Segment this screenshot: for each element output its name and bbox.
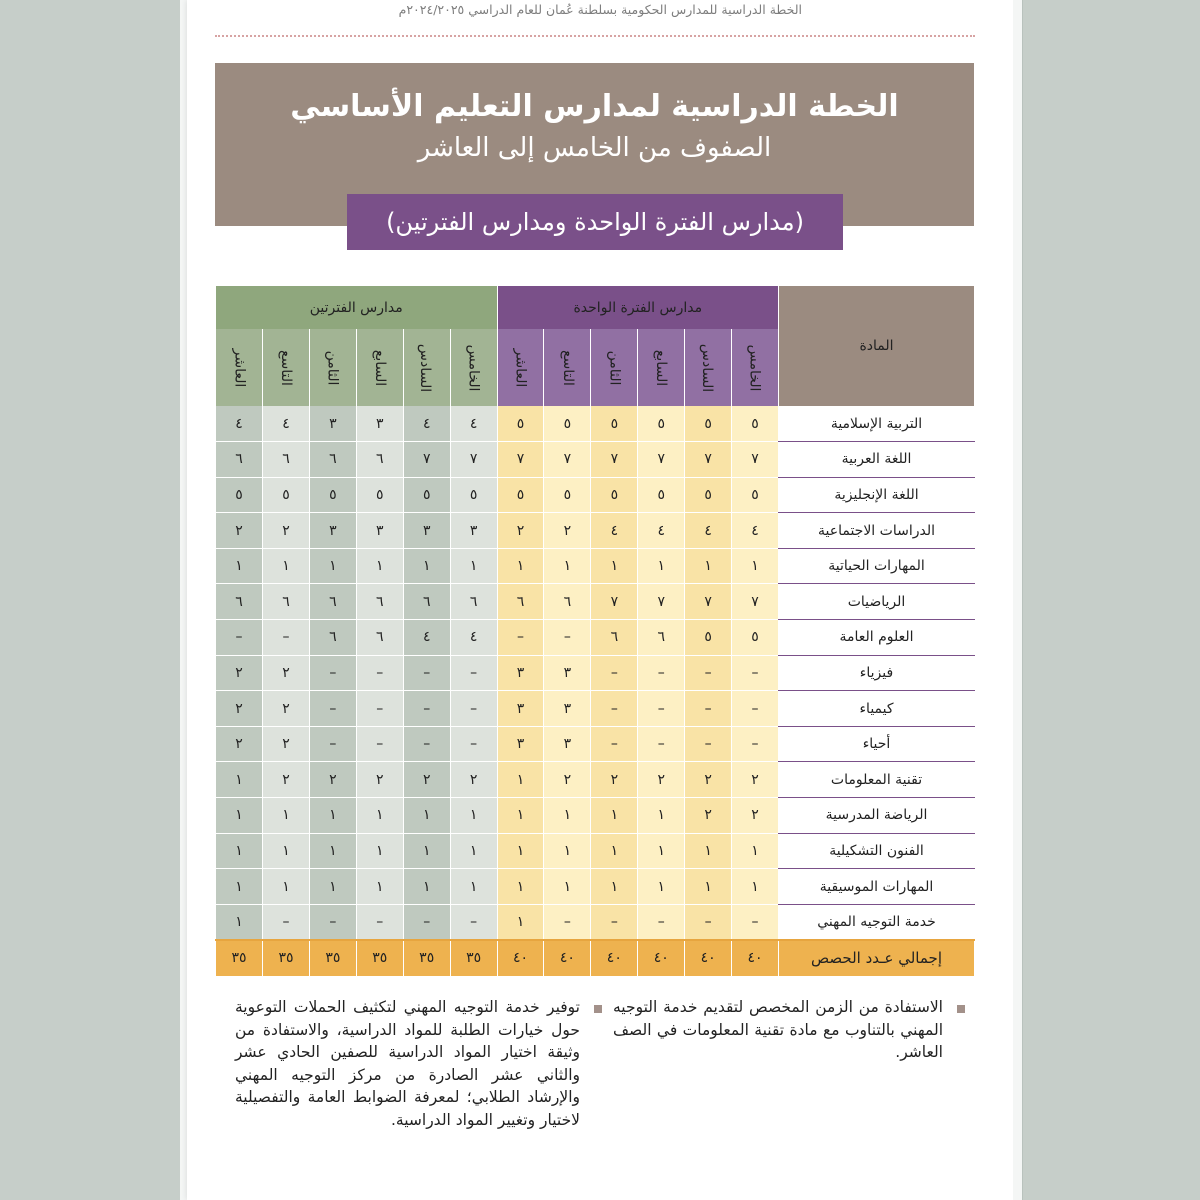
- period-count: ٢: [732, 762, 779, 798]
- period-count: ٢: [309, 762, 356, 798]
- period-count: ٧: [450, 442, 497, 478]
- running-header: الخطة الدراسية للمدارس الحكومية بسلطنة عُمان للعام الدراسي ٢٠٢٤/٢٠٢٥م: [398, 2, 802, 17]
- period-count: ١: [497, 798, 544, 834]
- period-count: ١: [497, 762, 544, 798]
- period-count: ٦: [309, 584, 356, 620]
- period-count: ١: [263, 833, 310, 869]
- period-count: ٥: [638, 406, 685, 442]
- period-count: ٢: [263, 762, 310, 798]
- total-count: ٤٠: [638, 940, 685, 976]
- total-count: ٤٠: [497, 940, 544, 976]
- page-title: الخطة الدراسية لمدارس التعليم الأساسي: [290, 89, 899, 124]
- period-count: ٣: [309, 513, 356, 549]
- total-count: ٣٥: [403, 940, 450, 976]
- period-count: –: [732, 655, 779, 691]
- period-count: ١: [309, 798, 356, 834]
- grade-label: الثامن: [324, 350, 341, 385]
- period-count: –: [309, 726, 356, 762]
- period-count: –: [638, 904, 685, 940]
- period-count: ١: [216, 798, 263, 834]
- total-count: ٣٥: [263, 940, 310, 976]
- period-count: –: [685, 904, 732, 940]
- period-count: ٧: [591, 442, 638, 478]
- schools-type-label: (مدارس الفترة الواحدة ومدارس الفترتين): [347, 194, 843, 250]
- period-count: ١: [216, 833, 263, 869]
- period-count: ٢: [450, 762, 497, 798]
- page-subtitle: الصفوف من الخامس إلى العاشر: [417, 133, 772, 163]
- period-count: ٢: [263, 513, 310, 549]
- period-count: –: [638, 691, 685, 727]
- grade-header: [544, 329, 591, 406]
- period-count: ٥: [450, 477, 497, 513]
- period-count: ١: [263, 869, 310, 905]
- page-edge-left: [180, 0, 187, 1200]
- period-count: –: [403, 904, 450, 940]
- period-count: –: [638, 655, 685, 691]
- total-count: ٤٠: [591, 940, 638, 976]
- subject-name: أحياء: [779, 726, 975, 762]
- note-career-guidance-service: [235, 996, 580, 1131]
- period-count: ٦: [450, 584, 497, 620]
- period-count: ١: [216, 869, 263, 905]
- period-count: ٣: [544, 726, 591, 762]
- period-count: ١: [403, 548, 450, 584]
- grade-header: [732, 329, 779, 406]
- period-count: ٧: [685, 442, 732, 478]
- period-count: –: [309, 655, 356, 691]
- table-row: [216, 584, 975, 620]
- bullet-icon: [957, 1005, 965, 1013]
- subject-name: المهارات الحياتية: [779, 548, 975, 584]
- table-row: [216, 691, 975, 727]
- table-row: [216, 798, 975, 834]
- period-count: –: [450, 726, 497, 762]
- period-count: ٤: [732, 513, 779, 549]
- period-count: ١: [732, 869, 779, 905]
- bullet-icon: [594, 1005, 602, 1013]
- subject-name: اللغة العربية: [779, 442, 975, 478]
- period-count: ٥: [732, 406, 779, 442]
- period-count: ١: [356, 548, 403, 584]
- table-row: [216, 548, 975, 584]
- period-count: ٧: [403, 442, 450, 478]
- period-count: ٧: [638, 584, 685, 620]
- period-count: ١: [450, 548, 497, 584]
- period-count: ١: [356, 869, 403, 905]
- grade-label: العاشر: [512, 348, 529, 387]
- table-row: [216, 655, 975, 691]
- period-count: –: [497, 620, 544, 656]
- period-count: ١: [403, 798, 450, 834]
- period-count: ٥: [591, 406, 638, 442]
- period-count: ١: [591, 833, 638, 869]
- period-count: ١: [591, 548, 638, 584]
- period-count: –: [263, 620, 310, 656]
- total-count: ٣٥: [450, 940, 497, 976]
- grade-header: [216, 329, 263, 406]
- period-count: ١: [497, 833, 544, 869]
- period-count: ١: [638, 869, 685, 905]
- grade-header: [263, 329, 310, 406]
- note-career-guidance-time: [613, 996, 943, 1064]
- grade-label: الخامس: [746, 344, 763, 391]
- total-count: ٣٥: [309, 940, 356, 976]
- period-count: ١: [497, 548, 544, 584]
- period-count: ٢: [544, 513, 591, 549]
- period-count: ٢: [544, 762, 591, 798]
- period-count: ١: [638, 798, 685, 834]
- period-count: ٤: [216, 406, 263, 442]
- subject-name: خدمة التوجيه المهني: [779, 904, 975, 940]
- period-count: ٣: [497, 691, 544, 727]
- period-count: ٥: [497, 406, 544, 442]
- total-count: ٤٠: [685, 940, 732, 976]
- period-count: –: [216, 620, 263, 656]
- period-count: –: [356, 726, 403, 762]
- period-count: ٣: [356, 406, 403, 442]
- period-count: ٢: [216, 655, 263, 691]
- period-count: ٤: [263, 406, 310, 442]
- grade-label: العاشر: [231, 348, 248, 387]
- period-count: ٥: [403, 477, 450, 513]
- period-count: ١: [544, 548, 591, 584]
- period-count: ٦: [403, 584, 450, 620]
- period-count: ٢: [263, 726, 310, 762]
- period-count: ٣: [450, 513, 497, 549]
- period-count: ٦: [216, 584, 263, 620]
- period-count: ٦: [356, 442, 403, 478]
- period-count: ١: [732, 833, 779, 869]
- period-count: ٢: [356, 762, 403, 798]
- subject-name: العلوم العامة: [779, 620, 975, 656]
- period-count: ٦: [497, 584, 544, 620]
- period-count: ١: [403, 833, 450, 869]
- period-count: –: [732, 726, 779, 762]
- double-shift-header: مدارس الفترتين: [216, 286, 498, 329]
- period-count: ١: [356, 833, 403, 869]
- period-count: ٧: [732, 584, 779, 620]
- period-count: ٤: [685, 513, 732, 549]
- period-count: ١: [450, 833, 497, 869]
- subject-column-header: المادة: [779, 286, 975, 406]
- period-count: ٦: [544, 584, 591, 620]
- period-count: ٤: [403, 620, 450, 656]
- period-count: ٥: [685, 620, 732, 656]
- period-count: –: [403, 691, 450, 727]
- period-count: ٢: [403, 762, 450, 798]
- period-count: ٥: [497, 477, 544, 513]
- period-count: –: [685, 726, 732, 762]
- note-text: توفير خدمة التوجيه المهني لتكثيف الحملات التوعوية حول خيارات الطلبة للمواد الدراسية، والاستفادة من وثيقة اختيار المواد الدراسية للصفين الحادي عشر والثاني عشر الصادرة من مركز التوجيه المهني والإرشاد الطلابي؛ لمعرفة الضوابط العامة والتفصيلية لاختيار وتغيير المواد الدراسية.: [235, 998, 580, 1129]
- period-count: ١: [450, 869, 497, 905]
- period-count: ١: [263, 798, 310, 834]
- period-count: ٣: [403, 513, 450, 549]
- period-count: ١: [497, 869, 544, 905]
- table-row: [216, 726, 975, 762]
- subject-name: فيزياء: [779, 655, 975, 691]
- table-row: [216, 406, 975, 442]
- grade-label: التاسع: [277, 349, 294, 386]
- period-count: –: [685, 655, 732, 691]
- period-count: ١: [309, 833, 356, 869]
- period-count: ٥: [216, 477, 263, 513]
- period-count: ٥: [591, 477, 638, 513]
- grade-label: الخامس: [465, 344, 482, 391]
- period-count: ٦: [356, 584, 403, 620]
- period-count: ١: [450, 798, 497, 834]
- period-count: ٣: [356, 513, 403, 549]
- period-count: ٥: [685, 406, 732, 442]
- period-count: ٢: [263, 655, 310, 691]
- period-count: ٧: [591, 584, 638, 620]
- table-row: [216, 833, 975, 869]
- period-count: ٣: [497, 655, 544, 691]
- period-count: ٤: [403, 406, 450, 442]
- period-count: ١: [497, 904, 544, 940]
- period-count: ٧: [638, 442, 685, 478]
- subject-name: كيمياء: [779, 691, 975, 727]
- total-count: ٣٥: [356, 940, 403, 976]
- period-count: –: [403, 726, 450, 762]
- subject-name: الرياضة المدرسية: [779, 798, 975, 834]
- period-count: ٦: [263, 442, 310, 478]
- header-divider: [215, 35, 975, 37]
- total-label: إجمالي عـدد الحصص: [779, 940, 975, 976]
- period-count: ١: [309, 869, 356, 905]
- period-count: ٦: [216, 442, 263, 478]
- period-count: ٢: [732, 798, 779, 834]
- period-count: –: [309, 691, 356, 727]
- period-count: ١: [591, 869, 638, 905]
- period-count: ٤: [450, 406, 497, 442]
- total-count: ٣٥: [216, 940, 263, 976]
- period-count: ٥: [356, 477, 403, 513]
- period-count: ١: [216, 548, 263, 584]
- table-row: [216, 620, 975, 656]
- grade-header: [309, 329, 356, 406]
- period-count: –: [403, 655, 450, 691]
- period-count: –: [356, 655, 403, 691]
- grade-header: [685, 329, 732, 406]
- subject-name: الفنون التشكيلية: [779, 833, 975, 869]
- period-count: ٥: [732, 620, 779, 656]
- period-count: ٤: [450, 620, 497, 656]
- grade-header: [591, 329, 638, 406]
- period-count: ٢: [263, 691, 310, 727]
- table-row: [216, 513, 975, 549]
- period-count: ٢: [497, 513, 544, 549]
- period-count: –: [732, 691, 779, 727]
- period-count: –: [732, 904, 779, 940]
- period-count: ٢: [685, 798, 732, 834]
- period-count: ١: [263, 548, 310, 584]
- period-count: ٦: [309, 442, 356, 478]
- grade-header: [638, 329, 685, 406]
- period-count: ٥: [544, 406, 591, 442]
- period-count: ٧: [544, 442, 591, 478]
- period-count: ٧: [732, 442, 779, 478]
- period-count: ٥: [544, 477, 591, 513]
- period-count: –: [450, 904, 497, 940]
- single-shift-header: مدارس الفترة الواحدة: [497, 286, 778, 329]
- period-count: ٧: [497, 442, 544, 478]
- period-count: ٥: [685, 477, 732, 513]
- period-count: –: [638, 726, 685, 762]
- grade-label: السابع: [371, 349, 388, 386]
- total-count: ٤٠: [544, 940, 591, 976]
- grade-label: السادس: [698, 343, 715, 392]
- grade-header: [497, 329, 544, 406]
- period-count: ٦: [309, 620, 356, 656]
- period-count: ١: [685, 869, 732, 905]
- total-row: [216, 940, 975, 976]
- period-count: ٤: [638, 513, 685, 549]
- period-count: –: [591, 904, 638, 940]
- period-count: ٦: [591, 620, 638, 656]
- table-row: [216, 904, 975, 940]
- period-count: ٧: [685, 584, 732, 620]
- table-row: [216, 869, 975, 905]
- subject-name: الدراسات الاجتماعية: [779, 513, 975, 549]
- subject-name: تقنية المعلومات: [779, 762, 975, 798]
- page-edge-right: [1013, 0, 1023, 1200]
- period-count: ١: [638, 548, 685, 584]
- period-count: –: [263, 904, 310, 940]
- period-count: –: [685, 691, 732, 727]
- period-count: ٥: [732, 477, 779, 513]
- period-count: ٢: [591, 762, 638, 798]
- grade-header: [403, 329, 450, 406]
- period-count: –: [591, 655, 638, 691]
- table-row: [216, 762, 975, 798]
- grade-header: [356, 329, 403, 406]
- period-count: ٥: [309, 477, 356, 513]
- period-count: ١: [544, 798, 591, 834]
- period-count: ١: [309, 548, 356, 584]
- period-count: ١: [216, 904, 263, 940]
- period-count: –: [309, 904, 356, 940]
- study-plan-table: [215, 286, 975, 976]
- period-count: ١: [356, 798, 403, 834]
- table-row: [216, 442, 975, 478]
- period-count: –: [544, 620, 591, 656]
- period-count: ٣: [544, 655, 591, 691]
- period-count: ١: [216, 762, 263, 798]
- period-count: ٢: [638, 762, 685, 798]
- subject-name: المهارات الموسيقية: [779, 869, 975, 905]
- period-count: –: [450, 691, 497, 727]
- period-count: ٣: [544, 691, 591, 727]
- period-count: ٢: [216, 726, 263, 762]
- grade-header: [450, 329, 497, 406]
- period-count: –: [356, 691, 403, 727]
- period-count: –: [356, 904, 403, 940]
- period-count: ٥: [263, 477, 310, 513]
- period-count: ١: [544, 833, 591, 869]
- period-count: ١: [638, 833, 685, 869]
- period-count: ٢: [685, 762, 732, 798]
- period-count: ٢: [216, 513, 263, 549]
- period-count: –: [450, 655, 497, 691]
- period-count: ٣: [497, 726, 544, 762]
- period-count: ١: [591, 798, 638, 834]
- period-count: –: [591, 691, 638, 727]
- period-count: ٦: [638, 620, 685, 656]
- period-count: ٢: [216, 691, 263, 727]
- period-count: ١: [685, 548, 732, 584]
- note-text: الاستفادة من الزمن المخصص لتقديم خدمة التوجيه المهني بالتناوب مع مادة تقنية المعلومات في الصف العاشر.: [613, 998, 943, 1061]
- subject-name: الرياضيات: [779, 584, 975, 620]
- table-row: [216, 477, 975, 513]
- period-count: ٦: [356, 620, 403, 656]
- grade-label: الثامن: [606, 350, 623, 385]
- period-count: –: [544, 904, 591, 940]
- period-count: ٣: [309, 406, 356, 442]
- total-count: ٤٠: [732, 940, 779, 976]
- period-count: ٥: [638, 477, 685, 513]
- period-count: ١: [685, 833, 732, 869]
- subject-name: التربية الإسلامية: [779, 406, 975, 442]
- period-count: ٦: [263, 584, 310, 620]
- period-count: ١: [732, 548, 779, 584]
- period-count: –: [591, 726, 638, 762]
- grade-label: التاسع: [559, 349, 576, 386]
- grade-label: السادس: [417, 343, 434, 392]
- subject-name: اللغة الإنجليزية: [779, 477, 975, 513]
- period-count: ٤: [591, 513, 638, 549]
- period-count: ١: [403, 869, 450, 905]
- period-count: ١: [544, 869, 591, 905]
- grade-label: السابع: [653, 349, 670, 386]
